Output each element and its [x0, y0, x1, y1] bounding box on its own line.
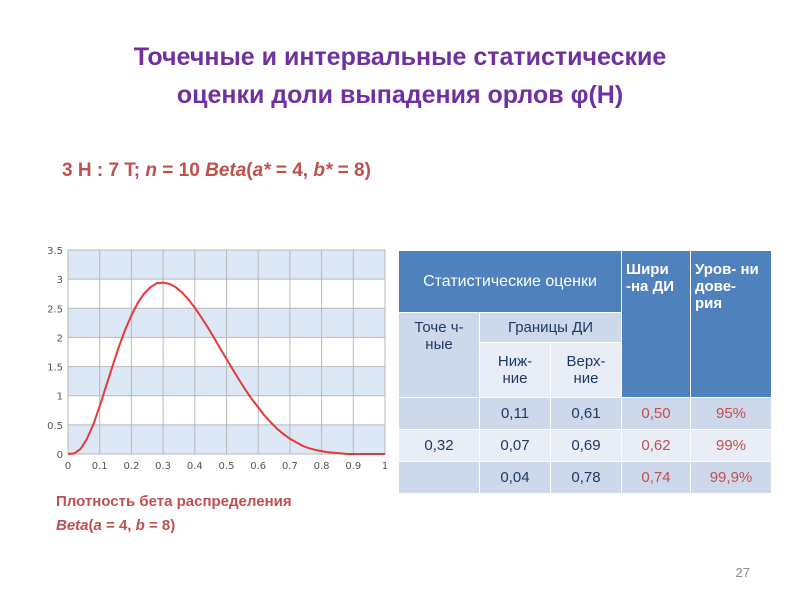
header-upper: Верх- ние	[551, 343, 622, 398]
y-tick-label: 2.5	[47, 304, 63, 316]
point-empty-cell	[399, 398, 480, 430]
width-cell: 0,74	[622, 462, 691, 494]
y-tick-label: 1	[56, 391, 63, 403]
header-statistical-estimates: Статистические оценки	[399, 251, 622, 313]
estimates-table	[398, 250, 772, 494]
y-tick-label: 2	[56, 333, 63, 345]
point-estimate-cell: 0,32	[399, 430, 480, 462]
x-tick-label: 1	[381, 461, 389, 472]
x-tick-label: 0.6	[250, 461, 267, 472]
subtitle-b-eq: = 8)	[332, 160, 371, 181]
subtitle-beta: Beta	[205, 160, 247, 181]
table-row	[399, 462, 772, 494]
header-confidence-level: Уров- ни дове- рия	[691, 251, 772, 398]
subtitle	[62, 160, 371, 182]
chart-caption	[56, 490, 292, 538]
caption-b-eq: = 8)	[144, 517, 176, 534]
y-tick-label: 0	[56, 450, 63, 461]
upper-bound-cell: 0,78	[551, 462, 622, 494]
page-number: 27	[735, 565, 750, 580]
subtitle-n: n	[145, 160, 158, 181]
y-tick-label: 0.5	[47, 420, 63, 432]
subtitle-prefix: 3 H : 7 T;	[62, 160, 146, 181]
header-point-estimates: Точе ч-ные	[399, 313, 480, 398]
caption-a: a	[93, 517, 102, 534]
y-tick-label: 3	[56, 275, 63, 287]
level-cell: 99,9%	[691, 462, 772, 494]
header-ci-bounds: Границы ДИ	[480, 313, 622, 343]
caption-a-eq: = 4,	[101, 517, 136, 534]
caption-line-2	[56, 514, 292, 538]
x-tick-label: 0.4	[186, 461, 203, 472]
beta-density-chart	[35, 238, 395, 478]
x-tick-label: 0.7	[281, 461, 298, 472]
title-line-2-text: оценки доли выпадения орлов	[176, 81, 571, 109]
table-row	[399, 398, 772, 430]
y-tick-label: 1.5	[47, 362, 63, 374]
level-cell: 99%	[691, 430, 772, 462]
point-empty-cell	[399, 462, 480, 494]
caption-b: b	[135, 517, 145, 534]
x-tick-label: 0.2	[123, 461, 140, 472]
x-tick-label: 0.3	[155, 461, 172, 472]
title-line-2	[40, 76, 760, 114]
header-ci-width: Шири -на ДИ	[622, 251, 691, 398]
subtitle-n-eq: = 10	[157, 160, 206, 181]
phi-symbol: φ	[570, 81, 589, 109]
title-line-2-end: (H)	[588, 81, 624, 109]
x-tick-label: 0	[64, 461, 72, 472]
width-cell: 0,50	[622, 398, 691, 430]
x-tick-label: 0.8	[313, 461, 330, 472]
title-line-1: Точечные и интервальные статистические	[133, 43, 667, 71]
lower-bound-cell: 0,04	[480, 462, 551, 494]
header-lower: Ниж- ние	[480, 343, 551, 398]
subtitle-a: a*	[252, 160, 271, 181]
caption-line-1: Плотность бета распределения	[56, 493, 292, 510]
subtitle-a-eq: = 4,	[270, 160, 314, 181]
x-tick-label: 0.1	[91, 461, 108, 472]
slide-title	[40, 38, 760, 114]
y-tick-label: 3.5	[47, 246, 63, 257]
lower-bound-cell: 0,07	[480, 430, 551, 462]
level-cell: 95%	[691, 398, 772, 430]
width-cell: 0,62	[622, 430, 691, 462]
lower-bound-cell: 0,11	[480, 398, 551, 430]
caption-beta: Beta	[56, 517, 89, 534]
caption-open: (	[88, 517, 94, 534]
upper-bound-cell: 0,69	[551, 430, 622, 462]
x-tick-label: 0.5	[218, 461, 235, 472]
subtitle-open: (	[246, 160, 253, 181]
x-tick-label: 0.9	[345, 461, 362, 472]
table-row	[399, 430, 772, 462]
subtitle-b: b*	[313, 160, 333, 181]
upper-bound-cell: 0,61	[551, 398, 622, 430]
